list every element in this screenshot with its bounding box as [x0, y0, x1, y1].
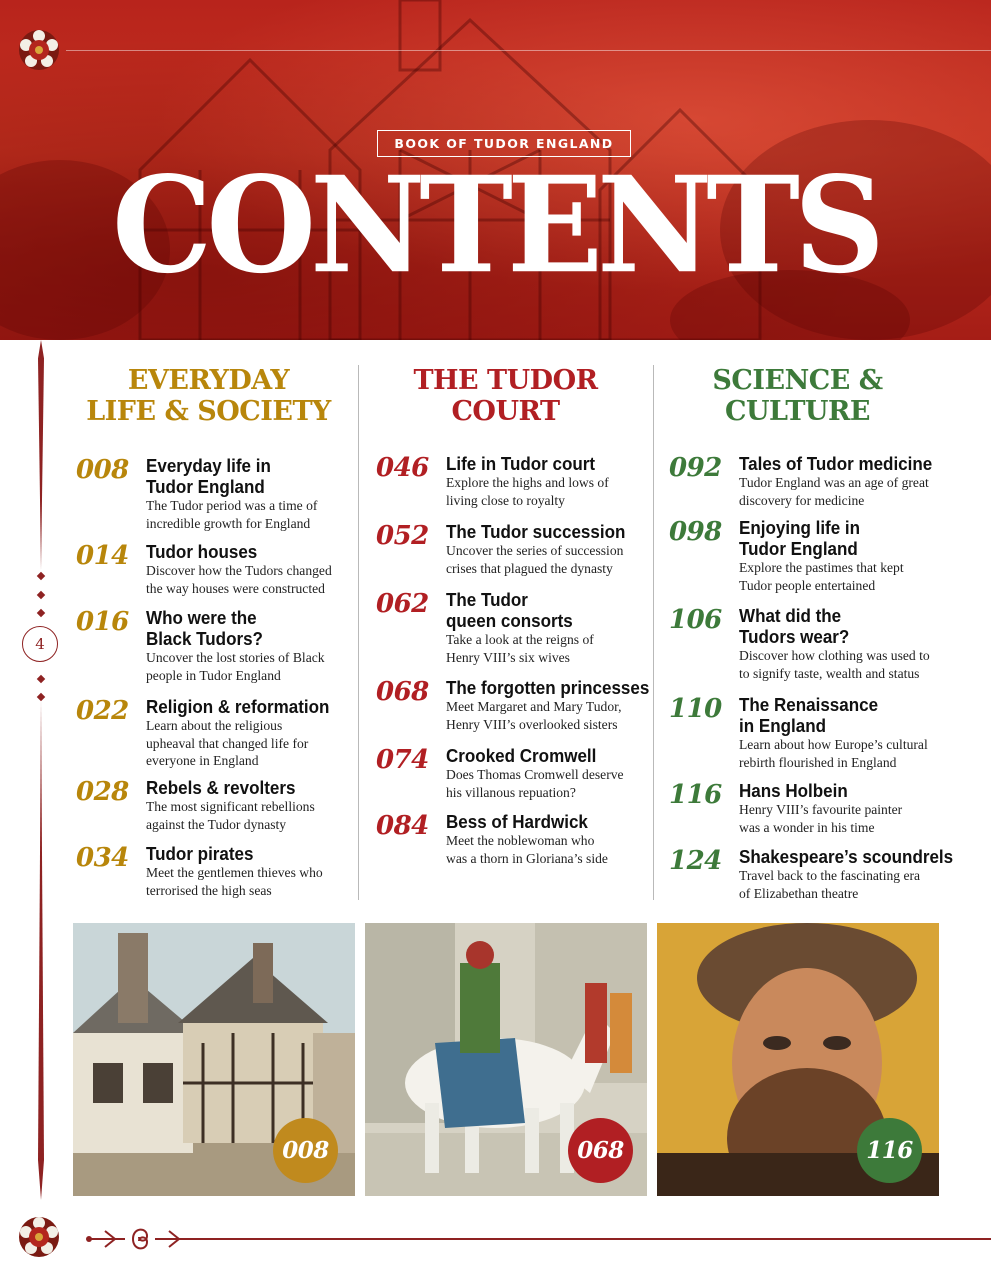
entry-page-number: 062: [376, 589, 429, 619]
holbein-portrait-image[interactable]: [657, 923, 939, 1196]
column-tudor-court: [363, 365, 648, 427]
rule-diamond: [37, 609, 45, 617]
tudor-rose-icon: [17, 28, 61, 72]
page-title: CONTENTS: [112, 147, 879, 303]
entry-page-number: 014: [76, 541, 129, 571]
entry-title: Crooked Cromwell: [446, 745, 597, 766]
section-heading: [363, 365, 648, 427]
section-heading-line: THE TUDOR: [413, 365, 598, 396]
entry-page-number: 084: [376, 811, 429, 841]
entry-description: Tudor England was an age of great discovery for medicine: [739, 475, 929, 508]
section-heading-line: EVERYDAY: [127, 365, 290, 396]
page-badge: 068: [568, 1118, 633, 1183]
rule-diamond: [37, 693, 45, 701]
entry-title: Tudor houses: [146, 541, 258, 562]
entry-page-number: 074: [376, 745, 429, 775]
entry-page-number: 052: [376, 521, 429, 551]
tudor-street-image[interactable]: [73, 923, 355, 1196]
section-heading-line: CULTURE: [725, 396, 870, 427]
page-badge: 008: [273, 1118, 338, 1183]
footer-rule: [190, 1238, 991, 1240]
entry-page-number: 028: [76, 777, 129, 807]
entry-page-number: 008: [76, 455, 129, 485]
book-title: BOOK OF TUDOR ENGLAND: [377, 130, 631, 157]
entry-description: Meet the gentlemen thieves who terrorised the high seas: [146, 865, 323, 898]
entry-page-number: 092: [669, 453, 722, 483]
entry-description: The Tudor period was a time of incredible growth for England: [146, 498, 318, 531]
rule-diamond: [37, 591, 45, 599]
entry-description: Discover how clothing was used to to signify taste, wealth and status: [739, 648, 930, 681]
entry-description: Learn about how Europe’s cultural rebirth flourished in England: [739, 737, 928, 770]
entry-title: What did the Tudors wear?: [739, 605, 850, 647]
entry-page-number: 110: [669, 694, 722, 724]
tudor-rose-footer-icon: [17, 1215, 61, 1259]
section-heading-line: COURT: [451, 396, 560, 427]
entry-title: The forgotten princesses: [446, 677, 650, 698]
page-number: 4: [22, 626, 58, 662]
entry-page-number: 124: [669, 846, 722, 876]
entry-title: Religion & reformation: [146, 696, 330, 717]
entry-page-number: 098: [669, 517, 722, 547]
entry-title: Life in Tudor court: [446, 453, 596, 474]
entry-description: Meet the noblewoman who was a thorn in Gloriana’s side: [446, 833, 608, 866]
section-heading-line: LIFE & SOCIETY: [86, 396, 331, 427]
rule-diamond: [37, 675, 45, 683]
entry-description: Uncover the series of succession crises that plagued the dynasty: [446, 543, 624, 576]
entry-page-number: 022: [76, 696, 129, 726]
entry-title: Who were the Black Tudors?: [146, 607, 263, 649]
entry-description: Meet Margaret and Mary Tudor, Henry VIII’s overlooked sisters: [446, 699, 622, 732]
entry-description: Discover how the Tudors changed the way houses were constructed: [146, 563, 332, 596]
entry-page-number: 034: [76, 843, 129, 873]
entry-page-number: 068: [376, 677, 429, 707]
entry-description: Explore the highs and lows of living close to royalty: [446, 475, 609, 508]
entry-page-number: 016: [76, 607, 129, 637]
entry-page-number: 106: [669, 605, 722, 635]
left-rule-top: [38, 340, 44, 570]
entry-description: Does Thomas Cromwell deserve his villanous repuation?: [446, 767, 624, 800]
entry-page-number: 116: [669, 780, 722, 810]
entry-title: The Tudor queen consorts: [446, 589, 573, 631]
entry-title: Hans Holbein: [739, 780, 848, 801]
left-rule-bottom: [38, 700, 44, 1200]
section-heading: [655, 365, 940, 427]
entry-title: The Tudor succession: [446, 521, 626, 542]
entry-title: Shakespeare’s scoundrels: [739, 846, 954, 867]
entry-description: Henry VIII’s favourite painter was a wonder in his time: [739, 802, 903, 835]
column-everyday-life: [66, 365, 351, 427]
header-banner: [0, 0, 991, 340]
entry-title: Rebels & revolters: [146, 777, 296, 798]
section-heading-line: SCIENCE &: [712, 365, 883, 396]
entry-title: Tudor pirates: [146, 843, 254, 864]
entry-description: The most significant rebellions against the Tudor dynasty: [146, 799, 315, 832]
entry-title: Tales of Tudor medicine: [739, 453, 933, 474]
section-heading: [66, 365, 351, 427]
flourish-ornament-icon: [85, 1222, 197, 1256]
entry-description: Travel back to the fascinating era of Elizabethan theatre: [739, 868, 921, 901]
entry-description: Uncover the lost stories of Black people in Tudor England: [146, 650, 325, 683]
page-badge: 116: [857, 1118, 922, 1183]
entry-title: Everyday life in Tudor England: [146, 455, 271, 497]
entry-title: Enjoying life in Tudor England: [739, 517, 861, 559]
column-science-culture: [655, 365, 940, 427]
entry-description: Learn about the religious upheaval that changed life for everyone in England: [146, 718, 309, 768]
princess-horse-image[interactable]: [365, 923, 647, 1196]
entry-title: The Renaissance in England: [739, 694, 879, 736]
entry-description: Take a look at the reigns of Henry VIII’s six wives: [446, 632, 594, 665]
rule-diamond: [37, 572, 45, 580]
entry-description: Explore the pastimes that kept Tudor people entertained: [739, 560, 904, 593]
header-rule: [66, 50, 991, 51]
entry-title: Bess of Hardwick: [446, 811, 588, 832]
entry-page-number: 046: [376, 453, 429, 483]
